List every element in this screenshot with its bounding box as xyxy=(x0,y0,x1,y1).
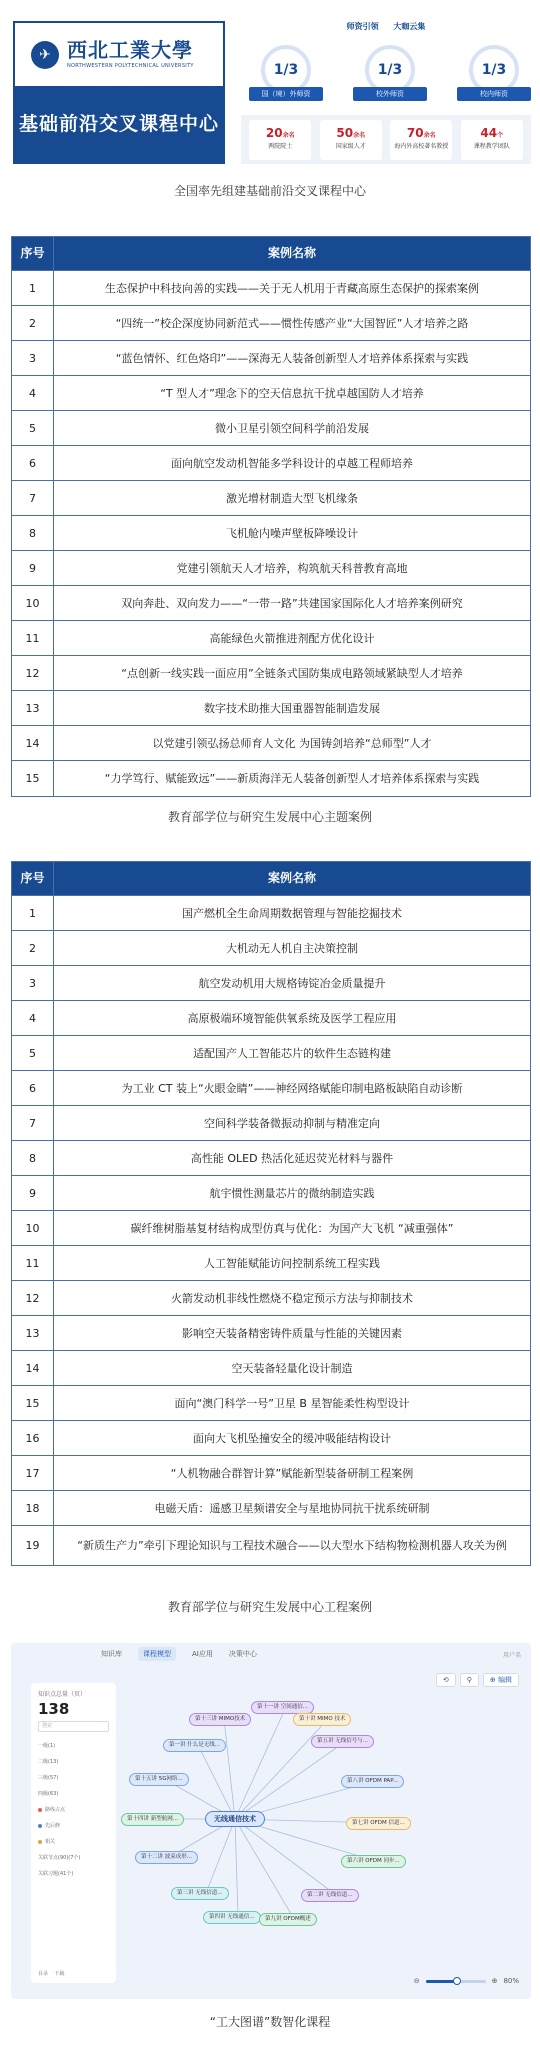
row-number: 6 xyxy=(12,1071,54,1105)
kg-zoom-value: 80% xyxy=(503,1977,519,1985)
row-number: 7 xyxy=(12,1106,54,1140)
row-case-name: 生态保护中科技向善的实践——关于无人机用于青藏高原生态保护的探索案例 xyxy=(105,281,479,295)
row-number: 2 xyxy=(12,931,54,965)
stat-card xyxy=(390,120,452,160)
kg-user[interactable]: 用户名 xyxy=(502,1652,521,1659)
kg-node[interactable]: 第十五讲 5G网络... xyxy=(129,1773,189,1786)
row-number: 1 xyxy=(12,271,54,305)
row-case-name: “新质生产力”牵引下理论知识与工程技术融合——以大型水下结构物检测机器人攻关为例 xyxy=(77,1539,507,1552)
kg-edge xyxy=(235,1819,336,1895)
row-number: 3 xyxy=(12,341,54,375)
kg-node[interactable]: 第十一讲 空间通信... xyxy=(251,1701,314,1714)
row-case-name: 航宇惯性测量芯片的微纳制造实践 xyxy=(209,1186,375,1200)
banner xyxy=(13,21,531,164)
engineering-cases-table xyxy=(11,861,531,1566)
table-row xyxy=(12,1385,530,1420)
stat-card xyxy=(249,120,311,160)
table-row xyxy=(12,1280,530,1315)
table-row xyxy=(12,655,530,690)
kg-caption: “工大图谱”数智化课程 xyxy=(209,2015,331,2029)
ratio-ring xyxy=(457,45,531,105)
row-case-name: 人工智能赋能访问控制系统工程实践 xyxy=(204,1256,380,1270)
table-row xyxy=(12,1525,530,1565)
row-number: 3 xyxy=(12,966,54,1000)
stat-label: 两院院士 xyxy=(268,142,293,150)
kg-search-input[interactable]: 搜索 xyxy=(38,1721,109,1732)
kg-catalog-button[interactable]: 目录 xyxy=(38,1971,49,1977)
table-row xyxy=(12,1315,530,1350)
kg-edge xyxy=(235,1741,346,1819)
table-row xyxy=(12,305,530,340)
kg-edge xyxy=(235,1819,238,1917)
row-number: 9 xyxy=(12,551,54,585)
row-case-name: “力学笃行、赋能致远”——新质海洋无人装备创新型人才培养体系探索与实践 xyxy=(104,772,480,785)
row-case-name: “四统一”校企深度协同新范式——惯性传感产业“大国智匠”人才培养之路 xyxy=(115,316,469,330)
row-case-name: 空间科学装备微振动抑制与精准定向 xyxy=(204,1116,380,1130)
kg-layout-button[interactable]: ⟲ xyxy=(436,1673,456,1687)
table-header xyxy=(12,237,530,270)
row-number: 5 xyxy=(12,411,54,445)
row-number: 7 xyxy=(12,481,54,515)
kg-node[interactable]: 第三讲 无线信道... xyxy=(171,1887,229,1900)
row-case-name: 国产燃机全生命周期数据管理与智能挖掘技术 xyxy=(182,906,402,920)
row-case-name: 数字技术助推大国重器智能制造发展 xyxy=(204,701,380,715)
row-number: 18 xyxy=(12,1491,54,1525)
row-case-name: 高性能 OLED 热活化延迟荧光材料与器件 xyxy=(190,1151,394,1165)
row-case-name: 电磁天盾：遥感卫星频谱安全与星地协同抗干扰系统研制 xyxy=(154,1501,430,1515)
table-row xyxy=(12,620,530,655)
kg-download-button[interactable]: 下载 xyxy=(54,1971,65,1977)
row-case-name: 空天装备轻量化设计制造 xyxy=(231,1361,353,1375)
table-body xyxy=(12,270,530,796)
kg-tab-course-model[interactable]: 课程模型 xyxy=(138,1647,176,1661)
row-number: 17 xyxy=(12,1456,54,1490)
faculty-stats xyxy=(241,115,531,164)
stat-label: 国家级人才 xyxy=(335,142,366,150)
table-header xyxy=(12,862,530,895)
kg-hub-node[interactable]: 无线通信技术 xyxy=(205,1811,265,1827)
table-row xyxy=(12,270,530,305)
kg-canvas xyxy=(121,1683,521,1973)
row-number: 15 xyxy=(12,761,54,796)
row-number: 14 xyxy=(12,1351,54,1385)
ratio-label: 校外师资 xyxy=(353,87,427,101)
row-case-name: “蓝色情怀、红色烙印”——深海无人装备创新型人才培养体系探索与实践 xyxy=(115,351,469,365)
table-row xyxy=(12,690,530,725)
university-emblem-icon: ✈ xyxy=(31,41,59,69)
table-row xyxy=(12,480,530,515)
stat-number: 44 xyxy=(480,125,498,140)
stat-label: 海内外高校著名教授 xyxy=(394,142,449,150)
row-case-name: 飞机舱内噪声壁板降噪设计 xyxy=(226,526,358,540)
row-number: 13 xyxy=(12,691,54,725)
stat-card xyxy=(320,120,382,160)
kg-edge xyxy=(224,1719,235,1819)
row-case-name: 面向“澳门科学一号”卫星 B 星智能柔性构型设计 xyxy=(174,1396,410,1410)
kg-edges xyxy=(121,1683,521,1973)
table-row xyxy=(12,410,530,445)
row-number: 4 xyxy=(12,376,54,410)
kg-node[interactable]: 第十讲 MIMO 技术 xyxy=(293,1713,351,1726)
row-number: 12 xyxy=(12,1281,54,1315)
kg-node[interactable]: 第八讲 OFDM PAP... xyxy=(341,1775,404,1788)
center-logo-card xyxy=(13,21,225,164)
header-name: 案例名称 xyxy=(267,246,316,260)
banner-caption: 全国率先组建基础前沿交叉课程中心 xyxy=(173,184,366,198)
chip: 师资引领 xyxy=(346,22,379,31)
ratio-label: 国（境）外师资 xyxy=(249,87,323,101)
theme-cases-table xyxy=(11,236,531,797)
stat-unit: 余名 xyxy=(282,131,295,139)
table-row xyxy=(12,375,530,410)
row-number: 5 xyxy=(12,1036,54,1070)
table-row xyxy=(12,1490,530,1525)
table-row xyxy=(12,965,530,1000)
kg-filter-button[interactable]: ⚲ xyxy=(460,1673,479,1687)
row-number: 11 xyxy=(12,1246,54,1280)
row-case-name: 高能绿色火箭推进剂配方优化设计 xyxy=(209,631,375,645)
engineering-cases-caption: 教育部学位与研究生发展中心工程案例 xyxy=(167,1600,372,1614)
table-row xyxy=(12,1210,530,1245)
row-number: 19 xyxy=(12,1526,54,1565)
row-number: 10 xyxy=(12,1211,54,1245)
kg-edge xyxy=(206,1819,235,1893)
row-number: 13 xyxy=(12,1316,54,1350)
row-case-name: 影响空天装备精密铸件质量与性能的关键因素 xyxy=(182,1326,402,1340)
row-case-name: “人机物融合群智计算”赋能新型装备研制工程案例 xyxy=(170,1466,414,1480)
stat-card xyxy=(461,120,523,160)
kg-tab-ai-apps[interactable]: AI应用 xyxy=(192,1650,213,1658)
stat-unit: 个 xyxy=(497,131,504,139)
kg-node[interactable]: 第一讲 什么是无线... xyxy=(163,1739,226,1752)
kg-node[interactable]: 第六讲 OFDM 同步... xyxy=(341,1855,406,1868)
kg-edge xyxy=(198,1745,235,1819)
row-case-name: “T 型人才”理念下的空天信息抗干扰卓越国防人才培养 xyxy=(160,386,424,400)
row-number: 2 xyxy=(12,306,54,340)
row-case-name: 大机动无人机自主决策控制 xyxy=(226,941,358,955)
table-row xyxy=(12,550,530,585)
table-row xyxy=(12,515,530,550)
kg-total-label: 知识点总量（页） xyxy=(38,1691,87,1698)
stat-label: 课程教学团队 xyxy=(473,142,510,150)
table-row xyxy=(12,340,530,375)
university-name: 西北工業大學 xyxy=(67,38,193,62)
kg-level[interactable]: 三级(57) xyxy=(38,1775,59,1781)
ratio-ring xyxy=(249,45,323,105)
row-number: 15 xyxy=(12,1386,54,1420)
stat-number: 20 xyxy=(265,125,283,140)
ratio-ring xyxy=(353,45,427,105)
row-number: 8 xyxy=(12,1141,54,1175)
row-number: 10 xyxy=(12,586,54,620)
header-name: 案例名称 xyxy=(267,871,316,885)
table-row xyxy=(12,1035,530,1070)
table-row xyxy=(12,1350,530,1385)
row-case-name: 高原极端环境智能供氧系统及医学工程应用 xyxy=(187,1011,397,1025)
table-row xyxy=(12,1175,530,1210)
row-case-name: 以党建引领弘扬总师育人文化 为国铸剑培养“总师型”人才 xyxy=(152,736,432,750)
kg-zoom-in-icon[interactable]: ⊕ xyxy=(491,1977,498,1985)
kg-tab-knowledge-base[interactable]: 知识库 xyxy=(101,1650,122,1658)
table-row xyxy=(12,585,530,620)
row-case-name: 双向奔赴、双向发力——“一带一路”共建国家国际化人才培养案例研究 xyxy=(121,596,463,610)
kg-node[interactable]: 第二讲 无线信道... xyxy=(301,1889,359,1902)
faculty-chips xyxy=(241,21,531,33)
stat-number: 70 xyxy=(406,125,424,140)
kg-legend-item: 先后修 xyxy=(38,1818,109,1834)
kg-zoom-out-icon[interactable]: ⊖ xyxy=(413,1977,420,1985)
row-number: 14 xyxy=(12,726,54,760)
row-case-name: 航空发动机用大规格铸锭冶金质量提升 xyxy=(198,976,386,990)
table-row xyxy=(12,1070,530,1105)
row-case-name: 面向大飞机坠撞安全的缓冲吸能结构设计 xyxy=(193,1431,391,1445)
table-row xyxy=(12,725,530,760)
ratio-value: 1/3 xyxy=(261,45,311,95)
table-row xyxy=(12,1105,530,1140)
stat-unit: 余名 xyxy=(423,131,436,139)
table-row xyxy=(12,1000,530,1035)
kg-edge xyxy=(235,1719,328,1819)
university-header xyxy=(13,21,225,86)
row-number: 12 xyxy=(12,656,54,690)
kg-count: 关联节点(90)(7个) xyxy=(38,1855,81,1861)
kg-nav xyxy=(11,1643,531,1665)
university-name-en: NORTHWESTERN POLYTECHNICAL UNIVERSITY xyxy=(67,63,194,69)
faculty-panel xyxy=(241,21,531,164)
row-case-name: 碳纤维树脂基复材结构成型仿真与优化：为国产大飞机 “减重强体” xyxy=(130,1221,454,1235)
row-number: 11 xyxy=(12,621,54,655)
faculty-ratio-rings xyxy=(249,45,531,105)
table-row xyxy=(12,895,530,930)
kg-sidebar xyxy=(31,1683,116,1983)
row-number: 4 xyxy=(12,1001,54,1035)
table-row xyxy=(12,1420,530,1455)
kg-footer xyxy=(38,1970,64,1977)
kg-zoom-control xyxy=(414,1977,519,1985)
ratio-value: 1/3 xyxy=(469,45,519,95)
knowledge-graph-screenshot xyxy=(11,1643,531,1999)
table-row xyxy=(12,1245,530,1280)
kg-legend-item: 相关 xyxy=(38,1834,109,1850)
row-number: 6 xyxy=(12,446,54,480)
ratio-label: 校内师资 xyxy=(457,87,531,101)
kg-edit-button[interactable]: ⊕ 编辑 xyxy=(483,1673,519,1687)
row-case-name: 面向航空发动机智能多学科设计的卓越工程师培养 xyxy=(171,456,413,470)
row-case-name: 激光增材制造大型飞机缘条 xyxy=(226,491,358,505)
table-row xyxy=(12,445,530,480)
row-number: 8 xyxy=(12,516,54,550)
kg-node[interactable]: 第十四讲 新型航网... xyxy=(121,1813,184,1826)
kg-node[interactable]: 第十三讲 MIMO技术 xyxy=(189,1713,251,1726)
kg-node[interactable]: 第七讲 OFDM 信道... xyxy=(346,1817,411,1830)
kg-node[interactable]: 第五讲 无线信号与... xyxy=(311,1735,374,1748)
stat-number: 50 xyxy=(336,125,354,140)
kg-total-count: 138 xyxy=(38,1700,70,1718)
kg-tab-decision[interactable]: 决策中心 xyxy=(228,1650,257,1658)
stat-unit: 余名 xyxy=(353,131,366,139)
row-number: 9 xyxy=(12,1176,54,1210)
row-case-name: 适配国产人工智能芯片的软件生态链构建 xyxy=(193,1046,391,1060)
kg-level[interactable]: 二级(13) xyxy=(38,1759,59,1765)
kg-level[interactable]: 一级(1) xyxy=(38,1743,56,1749)
row-case-name: “点创新一线实践一面应用”全链条式国防集成电路领域紧缺型人才培养 xyxy=(121,666,463,680)
kg-node[interactable]: 第四讲 无线通信... xyxy=(203,1911,261,1924)
table-row xyxy=(12,930,530,965)
table-body xyxy=(12,895,530,1565)
ratio-value: 1/3 xyxy=(365,45,415,95)
row-number: 16 xyxy=(12,1421,54,1455)
theme-cases-caption: 教育部学位与研究生发展中心主题案例 xyxy=(167,810,372,824)
kg-legend-item: 路线占点 xyxy=(38,1802,109,1818)
kg-level[interactable]: 四级(63) xyxy=(38,1791,59,1797)
header-no: 序号 xyxy=(12,237,54,270)
row-case-name: 党建引领航天人才培养，构筑航天科普教育高地 xyxy=(176,561,408,575)
kg-node[interactable]: 第十二讲 波束成形... xyxy=(135,1851,198,1864)
center-name: 基础前沿交叉课程中心 xyxy=(18,113,219,135)
row-case-name: 为工业 CT 装上“火眼金睛”——神经网络赋能印制电路板缺陷自动诊断 xyxy=(121,1081,463,1095)
kg-zoom-slider[interactable] xyxy=(426,1980,486,1983)
row-case-name: 火箭发动机非线性燃烧不稳定预示方法与抑制技术 xyxy=(171,1291,413,1305)
chip: 大咖云集 xyxy=(393,22,426,31)
row-case-name: 微小卫星引领空间科学前沿发展 xyxy=(215,421,369,435)
header-no: 序号 xyxy=(12,862,54,895)
kg-count: 关联习题(41个) xyxy=(38,1871,74,1877)
kg-node[interactable]: 第九讲 OFDM概述 xyxy=(259,1913,317,1926)
table-row xyxy=(12,760,530,796)
table-row xyxy=(12,1455,530,1490)
table-row xyxy=(12,1140,530,1175)
row-number: 1 xyxy=(12,896,54,930)
